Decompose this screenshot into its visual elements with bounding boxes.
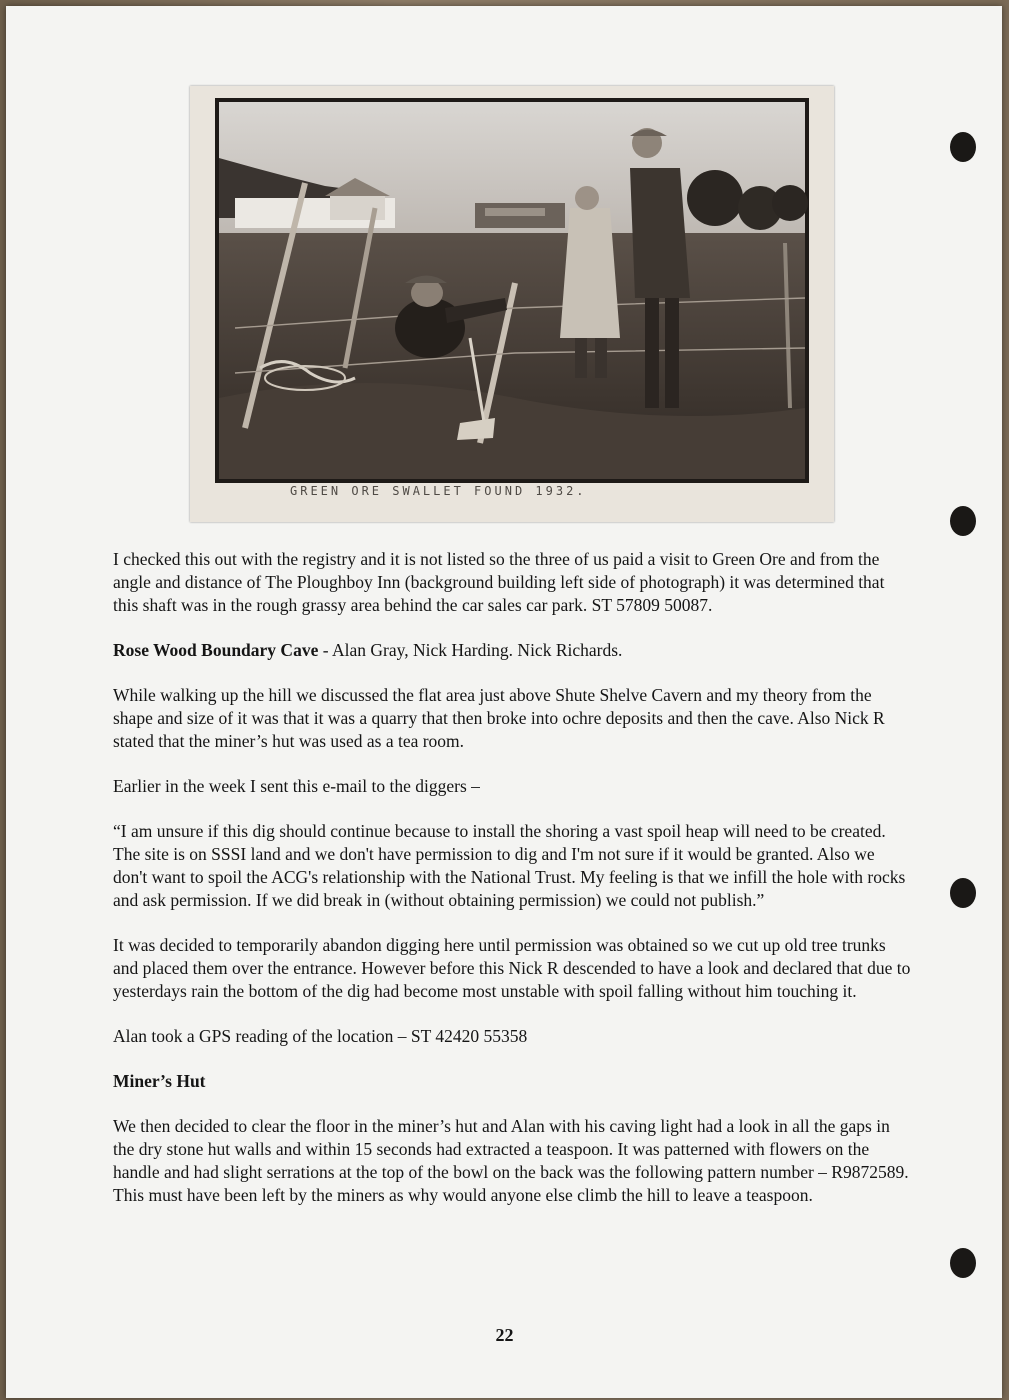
paragraph-walking: While walking up the hill we discussed the flat area just above Shute Shelve Cavern and my theory from the shape and size of it was that it was a quarry that then broke into ochre deposits and then the cave. Also Nick R stated that the miner’s hut was used as a tea room. xyxy=(113,685,885,751)
punch-hole xyxy=(950,132,976,162)
historic-photograph xyxy=(190,86,834,522)
paragraph-teaspoon: We then decided to clear the floor in the miner’s hut and Alan with his caving light had a look in all the gaps in the dry stone hut walls and within 15 seconds had extracted a teaspoon. It was patterned with flowers on the handle and had slight serrations at the top of the bowl on the back was the following pattern number – R9872589. This must have been left by the miners as why would anyone else climb the hill to leave a teaspoon. xyxy=(113,1116,909,1205)
punch-hole xyxy=(950,506,976,536)
photo-image xyxy=(215,98,809,483)
punch-hole xyxy=(950,1248,976,1278)
rose-wood-section xyxy=(113,639,913,662)
paragraph-gps: Alan took a GPS reading of the location – ST 42420 55358 xyxy=(113,1026,528,1046)
participants: - Alan Gray, Nick Harding. Nick Richards. xyxy=(318,640,623,660)
paragraph-email-quote: “I am unsure if this dig should continue because to install the shoring a vast spoil heap will need to be created. The site is on SSSI land and we don't have permission to dig and I'm not sure if it would be granted. Also we don't want to spoil the ACG's relationship with the National Trust. My feeling is that we infill the hole with rocks and ask permission. If we did break in (without obtaining permission) we could not publish.” xyxy=(113,821,906,910)
paragraph-registry: I checked this out with the registry and it is not listed so the three of us paid a visit to Green Ore and from the angle and distance of The Ploughboy Inn (background building left side of photograph) it was determined that this shaft was in the rough grassy area behind the car sales car park. ST 57809 50087. xyxy=(113,549,885,615)
paragraph-email-intro: Earlier in the week I sent this e-mail to the diggers – xyxy=(113,776,480,796)
paragraph-abandon: It was decided to temporarily abandon digging here until permission was obtained so we cut up old tree trunks and placed them over the entrance. However before this Nick R descended to have a look and declared that due to yesterdays rain the bottom of the dig had become most unstable with spoil falling without him touching it. xyxy=(113,935,911,1001)
body-text xyxy=(113,548,913,1229)
punch-hole xyxy=(950,878,976,908)
section-heading: Rose Wood Boundary Cave xyxy=(113,640,319,660)
page-number: 22 xyxy=(495,1325,514,1345)
photo-caption: GREEN ORE SWALLET FOUND 1932. xyxy=(290,484,587,498)
section-heading-miners-hut: Miner’s Hut xyxy=(113,1071,206,1091)
